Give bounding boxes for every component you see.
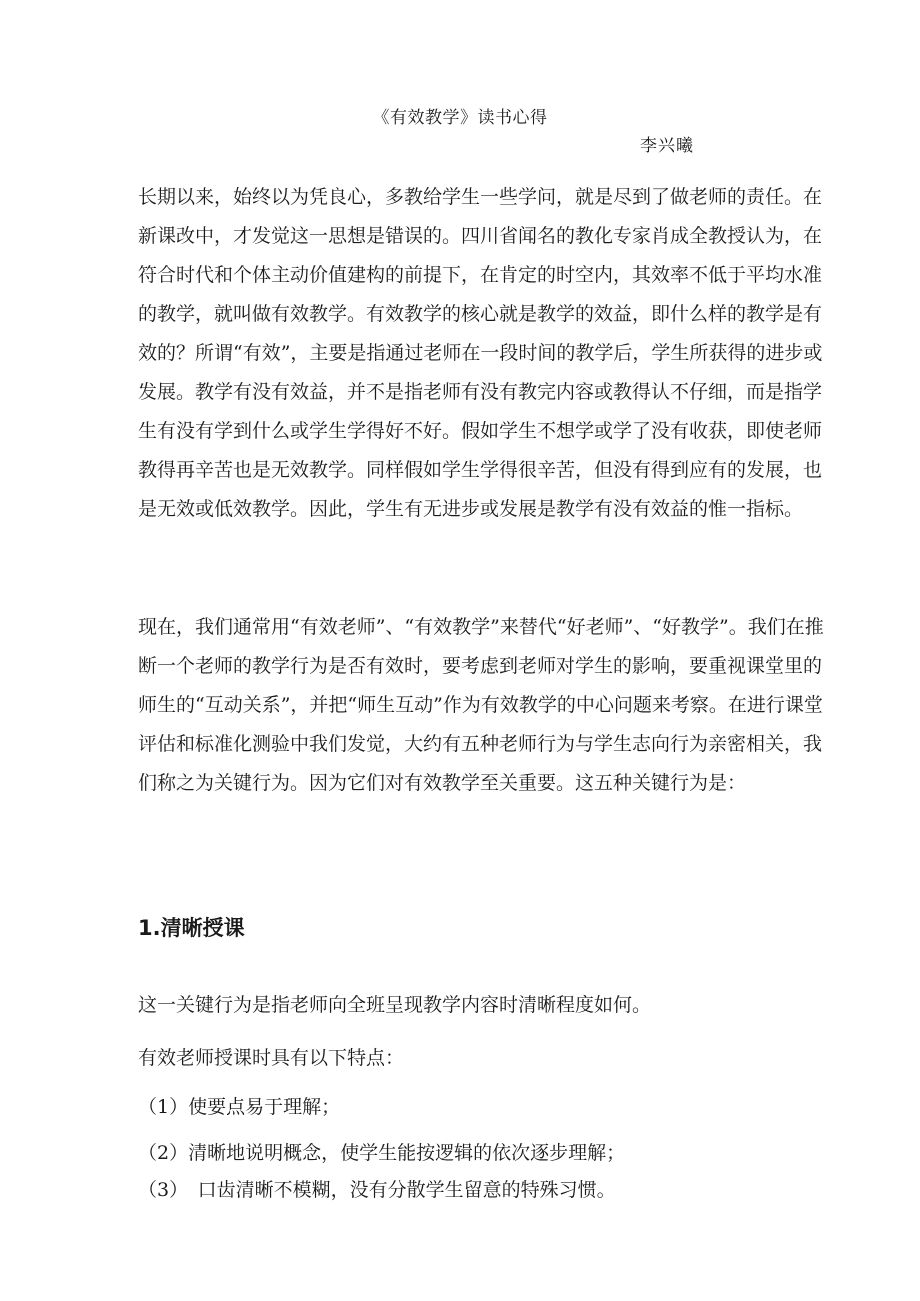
section-heading: 1.清晰授课 bbox=[138, 916, 245, 940]
section-intro: 这一关键行为是指老师向全班呈现教学内容时清晰程度如何。 bbox=[138, 994, 652, 1016]
paragraph-2 bbox=[138, 608, 838, 803]
document-title: 《有效教学》读书心得 bbox=[372, 108, 548, 128]
section-lead: 有效老师授课时具有以下特点： bbox=[138, 1047, 405, 1069]
document-author: 李兴曦 bbox=[640, 136, 694, 156]
list-item: （2）清晰地说明概念，使学生能按逻辑的依次逐步理解； bbox=[138, 1142, 626, 1164]
paragraph-1-text: 长期以来，始终以为凭良心，多教给学生一些学问，就是尽到了做老师的责任。在新课改中，才发觉这一思想是错误的。四川省闻名的教化专家肖成全教授认为，在符合时代和个体主动价值建构的前提下，在肯定的时空内，其效率不低于平均水准的教学，就叫做有效教学。有效教学的核心就是教学的效益，即什么样的教学是有效的？所谓“有效”，主要是指通过老师在一段时间的教学后，学生所获得的进步或发展。教学有没有效益，并不是指老师有没有教完内容或教得认不仔细，而是指学生有没有学到什么或学生学得好不好。假如学生不想学或学了没有收获，即使老师教得再辛苦也是无效教学。同样假如学生学得很辛苦，但没有得到应有的发展，也是无效或低效教学。因此，学生有无进步或发展是教学有没有效益的惟一指标。 bbox=[138, 186, 823, 520]
paragraph-1 bbox=[138, 178, 838, 529]
list-item: （1）使要点易于理解； bbox=[138, 1096, 341, 1118]
list-item: （3） 口齿清晰不模糊，没有分散学生留意的特殊习惯。 bbox=[138, 1179, 616, 1201]
paragraph-2-text: 现在，我们通常用“有效老师”、“有效教学”来替代“好老师”、“好教学”。我们在推断一个老师的教学行为是否有效时，要考虑到老师对学生的影响，要重视课堂里的师生的“互动关系”，并把“师生互动”作为有效教学的中心问题来考察。在进行课堂评估和标准化测验中我们发觉，大约有五种老师行为与学生志向行为亲密相关，我们称之为关键行为。因为它们对有效教学至关重要。这五种关键行为是： bbox=[138, 616, 824, 794]
